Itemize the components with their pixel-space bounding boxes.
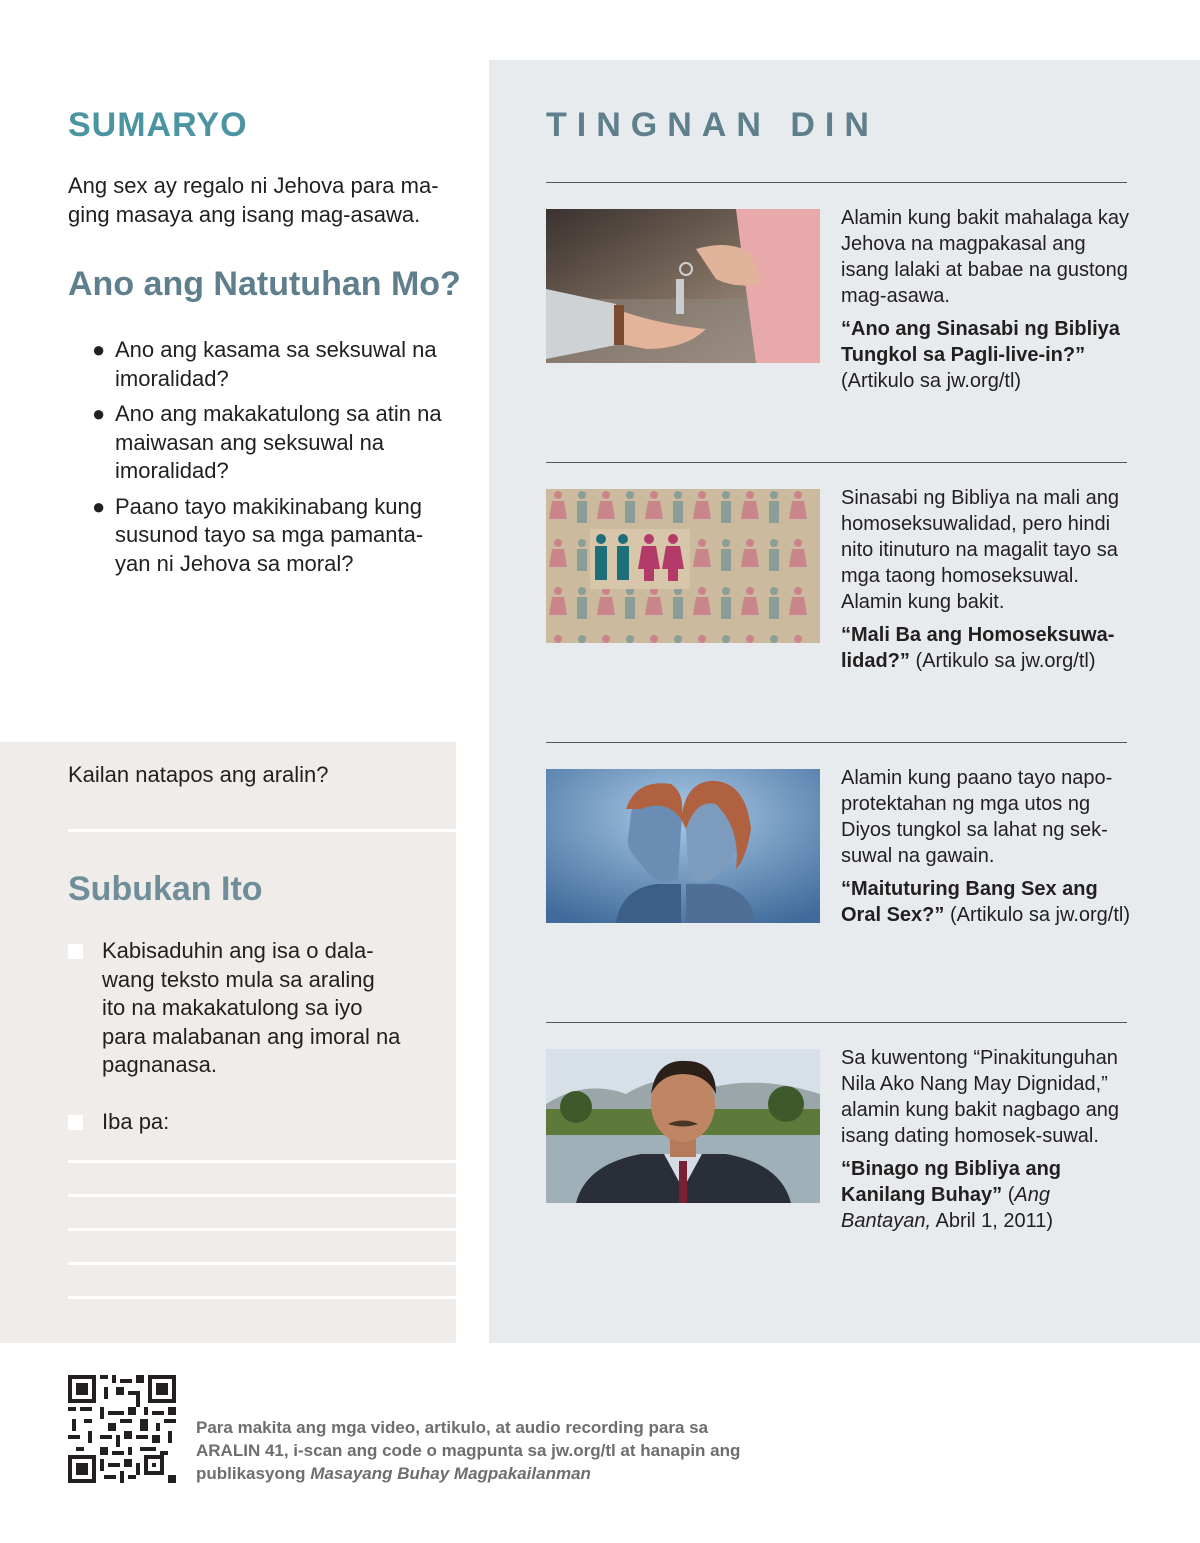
write-line: [68, 1296, 456, 1299]
summary-title: SUMARYO: [68, 106, 248, 144]
divider: [546, 182, 1127, 183]
question-text: Ano ang kasama sa seksuwal na imoralidad?: [115, 337, 437, 391]
entry-title[interactable]: “Ano ang Sinasabi ng Bibliya Tungkol sa Pagli-live-in?”: [841, 318, 1120, 366]
see-also-entry: [841, 485, 1131, 674]
footer-text: Para makita ang mga video, artikulo, at audio recording para sa ARALIN 41, i-scan ang code o magpunta sa jw.org/tl at hanapin ang publikasyong: [196, 1418, 741, 1483]
man-portrait-photo: [546, 1049, 820, 1203]
entry-source-open: (: [1007, 1184, 1015, 1206]
see-also-title: TINGNAN DIN: [546, 106, 879, 144]
learned-title: Ano ang Natutuhan Mo?: [68, 265, 461, 303]
see-also-entry: [841, 765, 1131, 928]
write-line: [68, 1262, 456, 1265]
question-text: Paano tayo makikinabang kung susunod tayo sa mga pamanta-yan ni Jehova sa moral?: [115, 493, 424, 576]
see-also-entry: [841, 205, 1131, 394]
write-line: [68, 1228, 456, 1231]
entry-title[interactable]: “Binago ng Bibliya ang Kanilang Buhay”: [841, 1158, 1062, 1206]
entry-source: (Artikulo sa jw.org/tl): [915, 650, 1096, 672]
entry-reference[interactable]: [841, 1156, 1131, 1234]
entry-description: Sinasabi ng Bibliya na mali ang homoseksuwalidad, pero hindi nito itinuturo na magalit tayo sa mga taong homoseksuwal. Alamin kung bakit.: [841, 487, 1119, 613]
keys-handover-photo: [546, 209, 820, 363]
try-it-title: Subukan Ito: [68, 870, 263, 908]
question-item: [92, 400, 457, 486]
try-it-item: [68, 937, 456, 1080]
entry-description: Sa kuwentong “Pinakitunguhan Nila Ako Nang May Dignidad,” alamin kung bakit nagbago ang isang dating homosek-suwal.: [841, 1047, 1119, 1147]
question-item: [92, 336, 457, 393]
divider: [546, 1022, 1127, 1023]
divider: [546, 462, 1127, 463]
see-also-entry: [841, 1045, 1131, 1234]
qr-code-icon[interactable]: [68, 1375, 176, 1483]
checkbox[interactable]: [68, 1115, 83, 1130]
summary-text: Ang sex ay regalo ni Jehova para ma-ging masaya ang isang mag-asawa.: [68, 173, 439, 227]
try-it-text: Kabisaduhin ang isa o dala-wang teksto mula sa araling ito na makakatulong sa iyo para malabanan ang imoral na pagnanasa.: [102, 938, 401, 1077]
question-list: [92, 336, 457, 585]
footer-note: [196, 1416, 756, 1485]
entry-reference[interactable]: [841, 622, 1131, 674]
try-it-text: Iba pa:: [102, 1109, 170, 1134]
publication-title[interactable]: Masayang Buhay Magpakailanman: [310, 1464, 591, 1483]
people-figures-illustration: [546, 489, 820, 643]
try-it-item: [68, 1108, 456, 1137]
divider: [546, 742, 1127, 743]
bullet-icon: ●: [92, 337, 106, 362]
entry-source: (Artikulo sa jw.org/tl): [949, 904, 1131, 926]
entry-reference[interactable]: [841, 876, 1131, 928]
entry-title[interactable]: “Maituturing Bang Sex ang Oral Sex?”: [841, 878, 1098, 926]
entry-source: (Artikulo sa jw.org/tl): [841, 370, 1022, 392]
entry-reference[interactable]: [841, 316, 1131, 394]
question-item: [92, 493, 457, 579]
finished-question: Kailan natapos ang aralin?: [68, 762, 329, 787]
bullet-icon: ●: [92, 493, 106, 519]
entry-description: Alamin kung paano tayo napo-protektahan ng mga utos ng Diyos tungkol sa lahat ng sek-suwal na gawain.: [841, 767, 1113, 867]
entry-title[interactable]: “Mali Ba ang Homoseksuwa-lidad?”: [841, 624, 1115, 672]
bullet-icon: ●: [92, 401, 106, 426]
man-woman-back-to-back-illustration: [546, 769, 820, 923]
entry-source-publication: Ang Bantayan,: [841, 1184, 1050, 1232]
question-text: Ano ang makakatulong sa atin na maiwasan ang seksuwal na imoralidad?: [115, 401, 442, 483]
write-line: [68, 1194, 456, 1197]
entry-source-date: Abril 1, 2011): [935, 1210, 1054, 1232]
write-line: [68, 1160, 456, 1163]
write-line: [68, 829, 456, 832]
checkbox[interactable]: [68, 944, 83, 959]
entry-description: Alamin kung bakit mahalaga kay Jehova na magpakasal ang isang lalaki at babae na gustong mag-asawa.: [841, 207, 1129, 307]
